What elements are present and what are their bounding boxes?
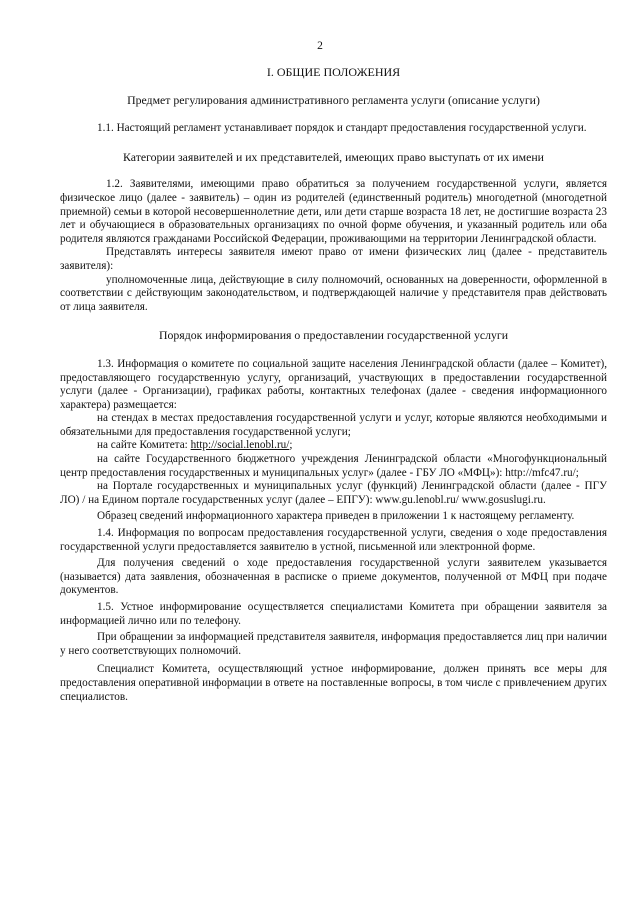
paragraph-representative-request: При обращении за информацией представителя заявителя, информация предоставляется лиц при наличии у него соответствующих полномочий.: [60, 631, 607, 657]
paragraph-1-5: 1.5. Устное информирование осуществляется специалистами Комитета при обращении заявителя за информацией лично или по телефону.: [60, 601, 607, 627]
paragraph-1-4: 1.4. Информация по вопросам предоставления государственной услуги, сведения о ходе предоставления государственной услуги предоставляется заявителю в устной, письменной или электронной форме.: [60, 527, 607, 553]
paragraph-stands: на стендах в местах предоставления государственной услуги и услуг, которые являются необходимыми и обязательными для предоставления государственной услуги;: [60, 412, 607, 438]
paragraph-authorized-persons: уполномоченные лица, действующие в силу полномочий, основанных на доверенности, оформленной в соответствии с действующим законодательством, и подтверждающей наличие у представителя прав действовать от лица заявителя.: [60, 273, 607, 313]
subsection-title-subject: Предмет регулирования административного регламента услуги (описание услуги): [127, 92, 540, 107]
page-number: 2: [317, 40, 323, 52]
committee-site-prefix: на сайте Комитета:: [97, 439, 191, 452]
paragraph-mfc-site: на сайте Государственного бюджетного учреждения Ленинградской области «Многофункциональный центр предоставления государственных и муниципальных услуг» (далее - ГБУ ЛО «МФЦ»): http://mfc47.ru/;: [60, 453, 607, 479]
committee-site-link[interactable]: http://social.lenobl.ru/: [190, 439, 290, 452]
paragraph-1-1: 1.1. Настоящий регламент устанавливает порядок и стандарт предоставления государственной услуги.: [97, 122, 587, 135]
paragraph-specialist: Специалист Комитета, осуществляющий устное информирование, должен принять все меры для предоставления оперативной информации в ответе на поставленные вопросы, в том числе с привлечением других специалистов.: [60, 663, 607, 703]
paragraph-portal: на Портале государственных и муниципальных услуг (функций) Ленинградской области (далее - ПГУ ЛО) / на Едином портале государственных услуг (далее – ЕПГУ): www.gu.lenobl.ru/ www.gosuslugi.ru.: [60, 480, 607, 506]
paragraph-1-3: 1.3. Информация о комитете по социальной защите населения Ленинградской области (далее – Комитет), предоставляющего государственную услугу, организаций, участвующих в предоставлении государственной услуги (далее - Организации), графиках работы, контактных телефонах (далее - сведения информационного характера) размещается:: [60, 357, 607, 411]
paragraph-progress-info: Для получения сведений о ходе предоставления государственной услуги заявителем указывается (называется) дата заявления, обозначенная в расписке о приеме документов, полученной от МФЦ при подаче документов.: [60, 557, 607, 597]
paragraph-representatives: Представлять интересы заявителя имеют право от имени физических лиц (далее - представитель заявителя):: [60, 246, 607, 272]
subsection-title-categories: Категории заявителей и их представителей, имеющих право выступать от их имени: [123, 149, 544, 164]
paragraph-sample: Образец сведений информационного характера приведен в приложении 1 к настоящему регламенту.: [97, 510, 575, 523]
paragraph-1-2: 1.2. Заявителями, имеющими право обратиться за получением государственной услуги, является физическое лицо (далее - заявитель) – один из родителей (единственный родитель) многодетной (многодетной приемной) семьи в которой несовершеннолетние дети, или дети старше возраста 18 лет, не достигшие возраста 23 лет и обучающиеся в образовательных организациях по очной форме обучения, и указанный родитель или оба родителя являются гражданами Российской Федерации, проживающими на территории Ленинградской области.: [60, 178, 607, 245]
paragraph-committee-site: [60, 439, 607, 453]
committee-site-suffix: ;: [289, 439, 293, 452]
section-heading: I. ОБЩИЕ ПОЛОЖЕНИЯ: [266, 65, 401, 79]
document-body: [60, 66, 607, 704]
subsection-title-informing: Порядок информирования о предоставлении государственной услуги: [158, 328, 509, 343]
